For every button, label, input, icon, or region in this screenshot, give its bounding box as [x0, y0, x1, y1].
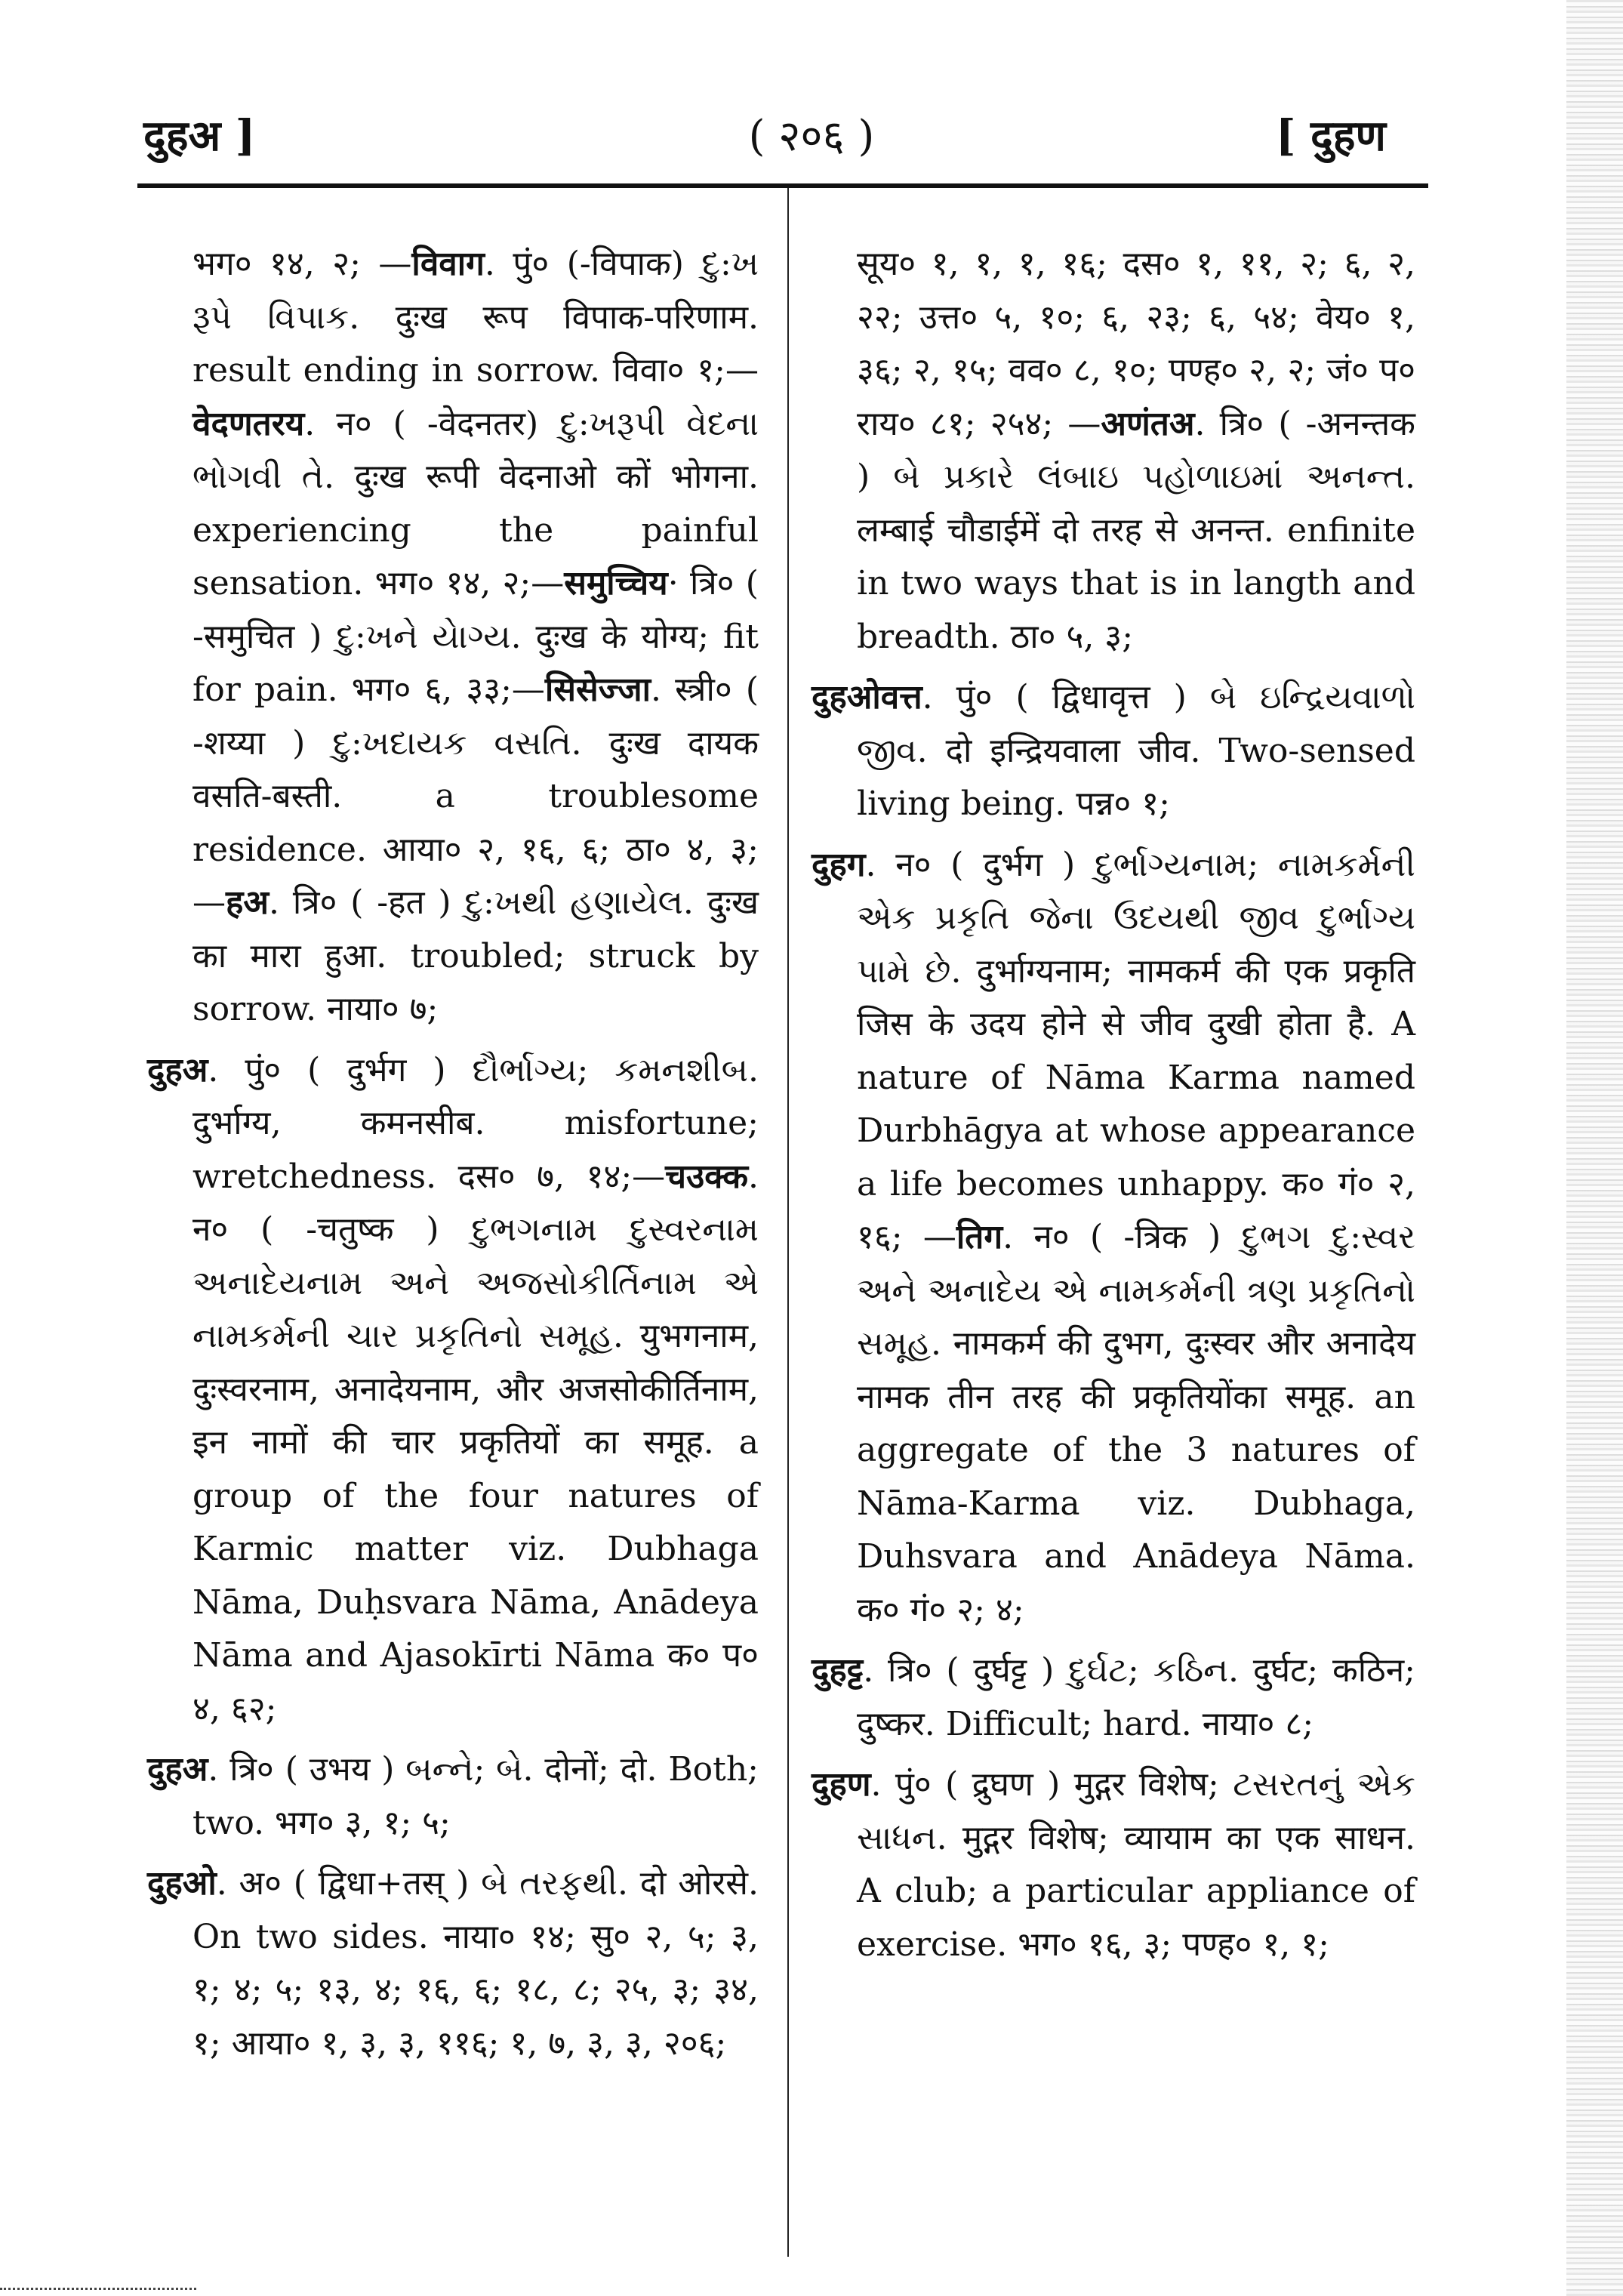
dictionary-entry: [147, 1857, 759, 2070]
entry-text: . त्रि० ( दुर्घट्ट ) દુર્ઘટ; કઠિન. दुर्घट; कठिन; दुष्कर. Difficult; hard. नाया० ८;: [857, 1651, 1415, 1743]
dictionary-entry: [812, 671, 1415, 831]
dictionary-entry: [147, 1743, 759, 1850]
headword: सिसेज्जा: [544, 670, 651, 709]
left-column: [147, 238, 759, 2078]
headword: वेदणतरय: [192, 404, 305, 443]
headword: दुहण: [812, 1765, 871, 1804]
dictionary-entry: [147, 1044, 759, 1737]
entry-text: . स्त्री० ( -शय्या ) દુ:ખદાયક વસતિ. दुःख दायक वसति-बस्ती. a troublesome residence. आया० २, १६, ६; ठा० ४, ३; —: [192, 670, 759, 922]
entry-text: भग० १४, २; —: [192, 245, 412, 283]
entry-text: . त्रि० ( -हत ) દુ:ખથી હણાયેલ. दुःख का मारा हुआ. troubled; struck by sorrow. नाया० ७;: [192, 883, 759, 1028]
header-rule: [137, 183, 1428, 188]
dictionary-entry: [812, 1758, 1415, 1971]
headword: हअ: [226, 883, 269, 922]
headword: दुहअ: [147, 1750, 208, 1789]
entry-text: . त्रि० ( -अनन्तक ) બે પ્રકારે લંબાઇ પહોળાઇમાં અનન્ત. लम्बाई चौडाईमें दो तरह से अनन्त. enfinite in two ways that is in langth and breadth. ठा० ५, ३;: [857, 404, 1415, 656]
headword: दुहओ: [147, 1864, 217, 1903]
entry-text: . त्रि० ( उभय ) બન્ને; બે. दोनों; दो. Both; two. भग० ३, १; ५;: [192, 1750, 759, 1842]
entry-text: सूय० १, १, १, १६; दस० १, ११, २; ६, २, २२; उत्त० ५, १०; ६, २३; ६, ५४; वेय० १, ३६; २, १५; वव० ८, १०; पण्ह० २, २; जं० प० राय० ८१; २५४; —: [857, 245, 1415, 443]
headword: दुहओवत्त: [812, 678, 922, 717]
headword: दुहट्ट: [812, 1651, 864, 1690]
entry-continuation: [812, 238, 1415, 664]
right-column: [812, 238, 1415, 1979]
headword: तिग: [956, 1218, 1003, 1256]
scan-edge-artifact: [1566, 0, 1623, 2296]
entry-text: . न० ( -चतुष्क ) દુભગનામ દુસ્વરનામ અનાદેયનામ અને અજસોકીર્તિનામ એ નામકર્મની ચાર પ્રકૃતિનો સમૂહ. युभगनाम, दुःस्वरनाम, अनादेयनाम, और अजसोकीर्तिनाम, इन नामों की चार प्रकृतियों का समूह. a group of the four natures of Karmic matter viz. Dubhaga Nāma, Duḥsvara Nāma, Anādeya Nāma and Ajasokīrti Nāma क० प० ४, ६२;: [192, 1157, 759, 1728]
headword: समुच्चिय: [564, 564, 668, 603]
entry-text: . न० ( दुर्भग ) દુર્ભાગ્યનામ; નામકર્મની એક પ્રકૃતિ જેના ઉદયથી જીવ દુર્ભાગ્ય પામે છે. दुर्भाग्यनाम; नामकर्म की एक प्रकृति जिस के उदय होने से जीव दुखी होता है. A nature of Nāma Karma named Durbhāgya at whose appearance a life becomes unhappy. क० गं० २, १६; —: [857, 845, 1415, 1256]
headword: अणंतअ: [1101, 404, 1195, 443]
running-head-right: [ दुहण: [1276, 111, 1386, 161]
page-number: ( २०६ ): [748, 112, 875, 161]
entry-text: . पुं० ( दुर्भग ) દૌર્ભાગ્ય; કમનશીબ. दुर्भाग्य, कमनसीब. misfortune; wretchedness. दस० ७, १४;—: [192, 1050, 759, 1196]
entry-text: . पुं० ( द्विधावृत्त ) બે ઇન્દ્રિયવાળો જીવ. दो इन्द्रियवाला जीव. Two-sensed living being. पन्न० १;: [857, 678, 1415, 823]
dictionary-entry: [812, 1644, 1415, 1751]
column-divider: [787, 188, 789, 2257]
scan-bottom-artifact: [0, 2288, 196, 2290]
entry-text: . अ० ( द्विधा+तस् ) બે તરફથી. दो ओरसे. On two sides. नाया० १४; सु० २, ५; ३, १; ४; ५; १३, ४; १६, ६; १८, ८; २५, ३; ३४, १; आया० १, ३, ३, ११६; १, ७, ३, ३, २०६;: [192, 1864, 759, 2063]
dictionary-entry: [812, 839, 1415, 1638]
running-head-left: दुहअ ]: [143, 111, 256, 161]
headword: विवाग: [411, 245, 485, 283]
entry-text: · त्रि० ( -समुचित ) દુ:ખને યેાગ્ય. दुःख के योग्य; fit for pain. भग० ६, ३३;—: [192, 564, 759, 709]
entry-text: . पुं० (-विपाक) દુ:ખ રૂપે વિપાક. दुःख रूप विपाक-परिणाम. result ending in sorrow. विवा० १;—: [192, 245, 759, 390]
entry-text: . पुं० ( द्रुघण ) मुद्गर विशेष; ટસરતનું એક સાધન. मुद्गर विशेष; व्यायाम का एक साधन. A club; a particular appliance of exercise. भग० १६, ३; पण्ह० १, १;: [857, 1765, 1415, 1964]
headword: चउक्क: [665, 1157, 748, 1196]
entry-text: . न० ( -वेदनतर) દુ:ખરૂપી વેદના ભોગવી તે. दुःख रूपी वेदनाओ कों भोगना. experiencing the painful sensation. भग० १४, २;—: [192, 404, 759, 603]
entry-text: . न० ( -त्रिक ) દુભગ દુ:સ્વર અને અનાદેય એ નામકર્મની ત્રણ પ્રકૃતિનો સમૂહ. नामकर्म की दुभग, दुःस्वर और अनादेय नामक तीन तरह की प्रकृतियोंका समूह. an aggregate of the 3 natures of Nāma-Karma viz. Dubhaga, Duhsvara and Anādeya Nāma. क० गं० २; ४;: [857, 1218, 1415, 1629]
entry-continuation: [147, 238, 759, 1037]
headword: दुहग: [812, 845, 866, 884]
headword: दुहअ: [147, 1050, 208, 1089]
